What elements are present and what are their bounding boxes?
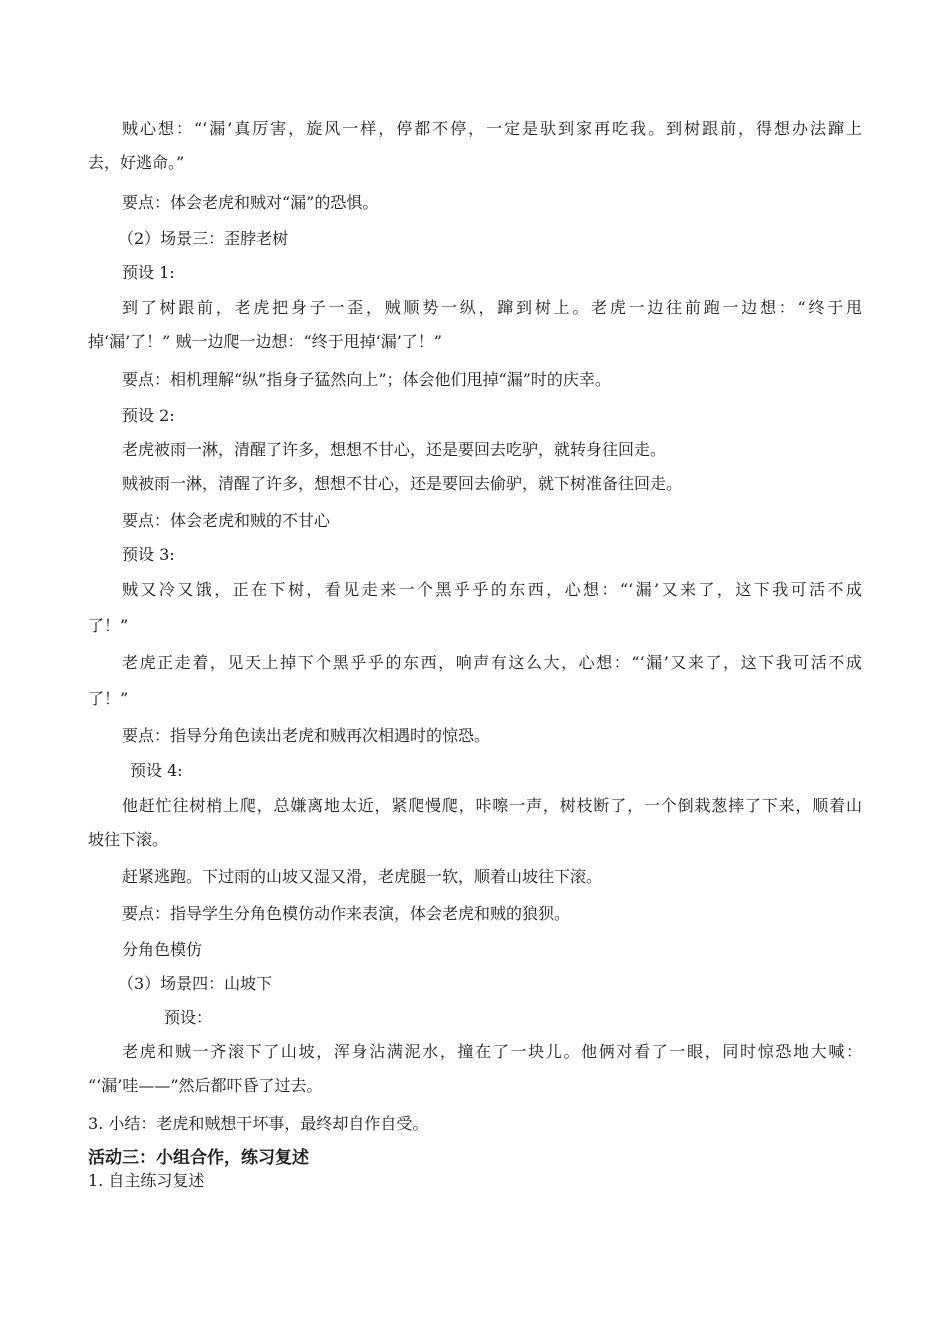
paragraph-line: 了！” — [88, 689, 129, 708]
preset-label: 预设 3: — [122, 545, 175, 564]
list-item: 1. 自主练习复述 — [88, 1171, 205, 1190]
scene-heading: （3）场景四：山坡下 — [118, 974, 273, 993]
key-point: 要点：指导分角色读出老虎和贼再次相遇时的惊恐。 — [122, 726, 491, 745]
preset-label: 预设 4: — [130, 761, 183, 780]
activity-heading: 活动三：小组合作，练习复述 — [88, 1148, 309, 1168]
preset-label: 预设 1: — [122, 263, 175, 282]
paragraph-line: 坡往下滚。 — [88, 830, 169, 849]
paragraph-line: 贼被雨一淋，清醒了许多，想想不甘心，还是要回去偷驴，就下树准备往回走。 — [122, 474, 683, 493]
paragraph-line: 他赶忙往树梢上爬，总嫌离地太近，紧爬慢爬，咔嚓一声，树枝断了，一个倒栽葱摔了下来，顺着山 — [122, 796, 862, 815]
paragraph-line: 老虎正走着，见天上掉下个黑乎乎的东西，响声有这么大，心想：“‘漏’又来了，这下我可活不成 — [122, 653, 862, 672]
key-point: 要点：指导学生分角色模仿动作来表演，体会老虎和贼的狼狈。 — [122, 904, 571, 923]
key-point: 要点：体会老虎和贼对“漏”的恐惧。 — [122, 193, 379, 212]
summary-line: 3. 小结：老虎和贼想干坏事，最终却自作自受。 — [88, 1114, 429, 1133]
paragraph-line: 老虎被雨一淋，清醒了许多，想想不甘心，还是要回去吃驴，就转身往回走。 — [122, 440, 667, 459]
preset-label: 预设 2: — [122, 406, 175, 425]
paragraph-line: 老虎和贼一齐滚下了山坡，浑身沾满泥水，撞在了一块儿。他俩对看了一眼，同时惊恐地大喊： — [122, 1042, 862, 1061]
preset-label: 预设： — [164, 1008, 213, 1027]
paragraph-line: 到了树跟前，老虎把身子一歪，贼顺势一纵，蹿到树上。老虎一边往前跑一边想：“终于甩 — [122, 298, 862, 317]
paragraph-line: 贼心想：“‘漏’真厉害，旋风一样，停都不停，一定是驮到家再吃我。到树跟前，得想办法蹿上 — [122, 119, 862, 138]
paragraph-line: 贼又冷又饿，正在下树，看见走来一个黑乎乎的东西，心想：“‘漏’又来了，这下我可活不成 — [122, 580, 862, 599]
paragraph-line: 了！” — [88, 616, 129, 635]
paragraph-line: 掉‘漏’了！” 贼一边爬一边想：“终于甩掉‘漏’了！” — [88, 332, 442, 351]
paragraph-line: 赶紧逃跑。下过雨的山坡又湿又滑，老虎腿一软，顺着山坡往下滚。 — [122, 867, 603, 886]
paragraph-line: 分角色模仿 — [122, 940, 203, 959]
key-point: 要点：相机理解“纵”指身子猛然向上”；体会他们甩掉“漏”时的庆幸。 — [122, 370, 611, 389]
scene-heading: （2）场景三：歪脖老树 — [118, 229, 289, 248]
paragraph-line: “‘漏’哇——”然后都吓昏了过去。 — [88, 1076, 323, 1095]
paragraph-line: 去，好逃命。” — [88, 153, 185, 172]
key-point: 要点：体会老虎和贼的不甘心 — [122, 511, 331, 530]
